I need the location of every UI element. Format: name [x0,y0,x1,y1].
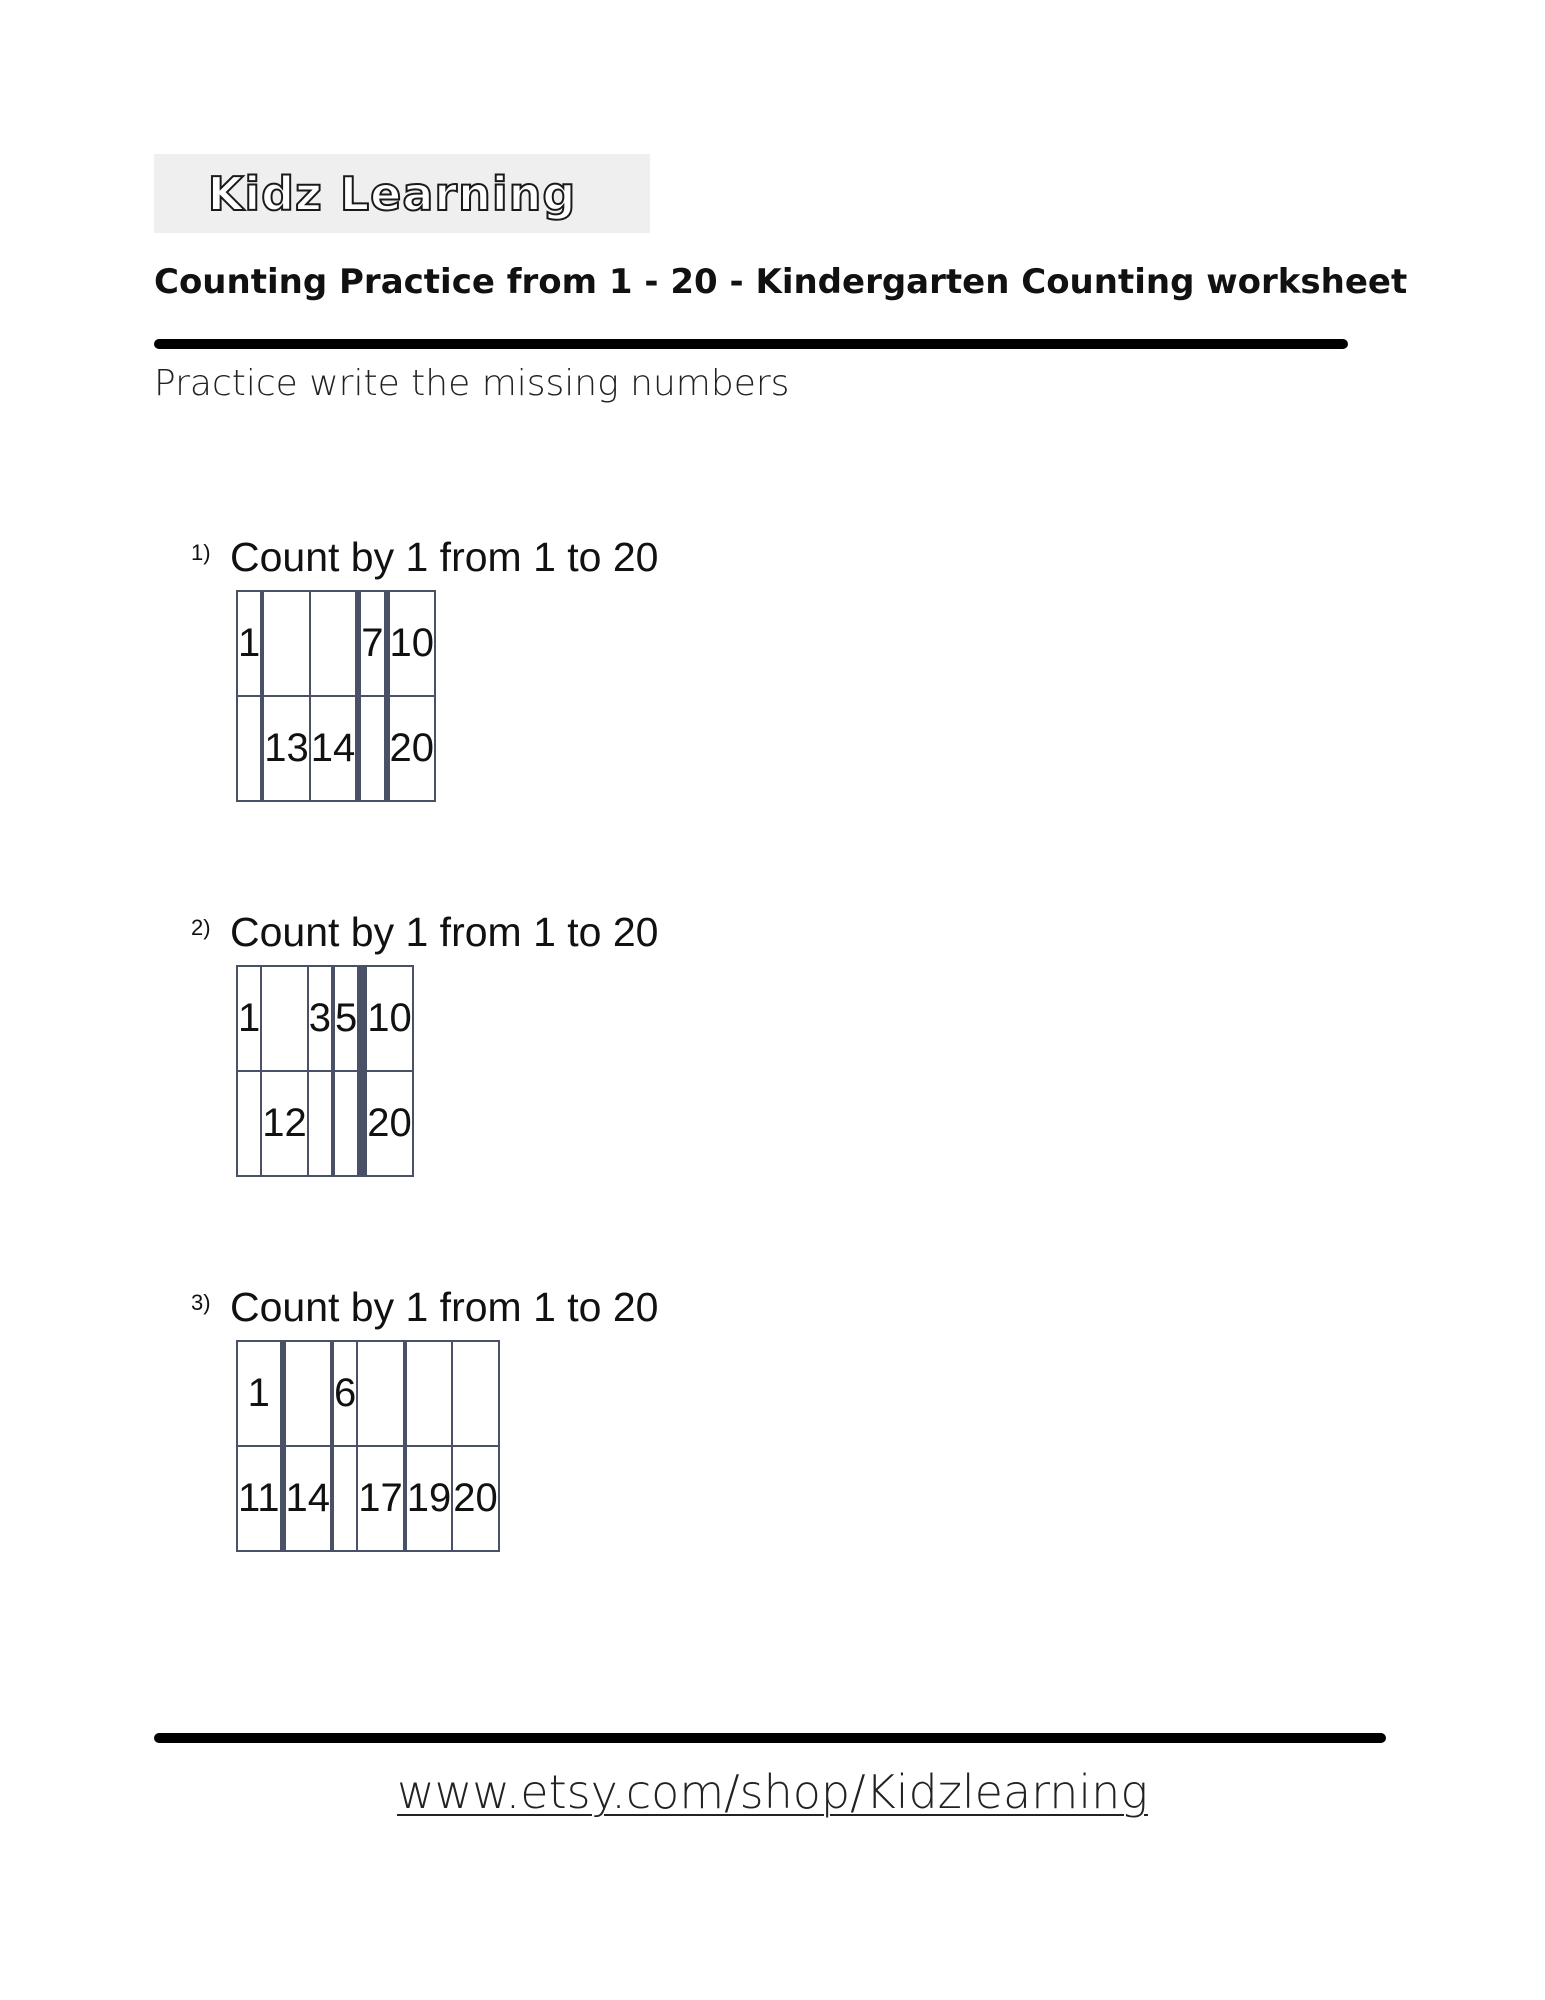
grid-cell[interactable]: 14 [285,1446,332,1551]
exercise-prompt: Count by 1 from 1 to 20 [230,909,659,955]
grid-row [237,1071,413,1176]
grid-cell[interactable] [261,966,308,1071]
grid-cell[interactable] [452,1341,499,1446]
grid-cell[interactable]: 1 [237,591,261,696]
grid-row [237,966,413,1071]
grid-cell[interactable] [237,1071,261,1176]
grid-row [237,591,435,696]
logo-banner [154,154,650,233]
grid-cell[interactable]: 10 [389,591,436,696]
grid-cell[interactable]: 1 [237,1341,281,1446]
number-grid [236,1340,500,1552]
top-divider [154,339,1348,349]
grid-row [237,696,435,801]
instructions-text: Practice write the missing numbers [154,363,790,404]
grid-cell[interactable] [263,591,310,696]
exercise-prompt: Count by 1 from 1 to 20 [230,1284,659,1330]
grid-cell[interactable] [285,1341,332,1446]
grid-cell[interactable]: 20 [389,696,436,801]
grid-cell[interactable]: 17 [357,1446,404,1551]
grid-cell[interactable]: 20 [366,1071,413,1176]
exercise-prompt: Count by 1 from 1 to 20 [230,534,659,580]
grid-cell[interactable]: 7 [360,591,384,696]
exercise-number: 1) [191,540,211,565]
shop-link[interactable]: www.etsy.com/shop/Kidzlearning [397,1765,1148,1819]
grid-cell[interactable]: 3 [308,966,332,1071]
grid-cell[interactable] [310,591,357,696]
number-grid [236,590,436,802]
grid-cell[interactable] [334,1071,358,1176]
grid-cell[interactable]: 5 [334,966,358,1071]
grid-cell[interactable]: 13 [263,696,310,801]
grid-cell[interactable]: 1 [237,966,261,1071]
grid-cell[interactable]: 19 [406,1446,453,1551]
grid-cell[interactable]: 20 [452,1446,499,1551]
grid-cell[interactable]: 6 [333,1341,357,1446]
grid-cell[interactable]: 12 [261,1071,308,1176]
grid-cell[interactable] [333,1446,357,1551]
grid-cell[interactable] [357,1341,404,1446]
grid-cell[interactable]: 11 [237,1446,281,1551]
grid-cell[interactable] [360,696,384,801]
exercise-number: 2) [191,915,211,940]
grid-cell[interactable] [308,1071,332,1176]
worksheet-title: Counting Practice from 1 - 20 - Kindergarten Counting worksheet [154,262,1408,302]
number-grid [236,965,414,1177]
bottom-divider [154,1733,1386,1743]
grid-row [237,1446,499,1551]
grid-cell[interactable] [237,696,261,801]
grid-cell[interactable]: 14 [310,696,357,801]
grid-cell[interactable] [406,1341,453,1446]
logo-text: Kidz Learning [207,166,577,221]
exercise-number: 3) [191,1290,211,1315]
grid-row [237,1341,499,1446]
grid-cell[interactable]: 10 [366,966,413,1071]
